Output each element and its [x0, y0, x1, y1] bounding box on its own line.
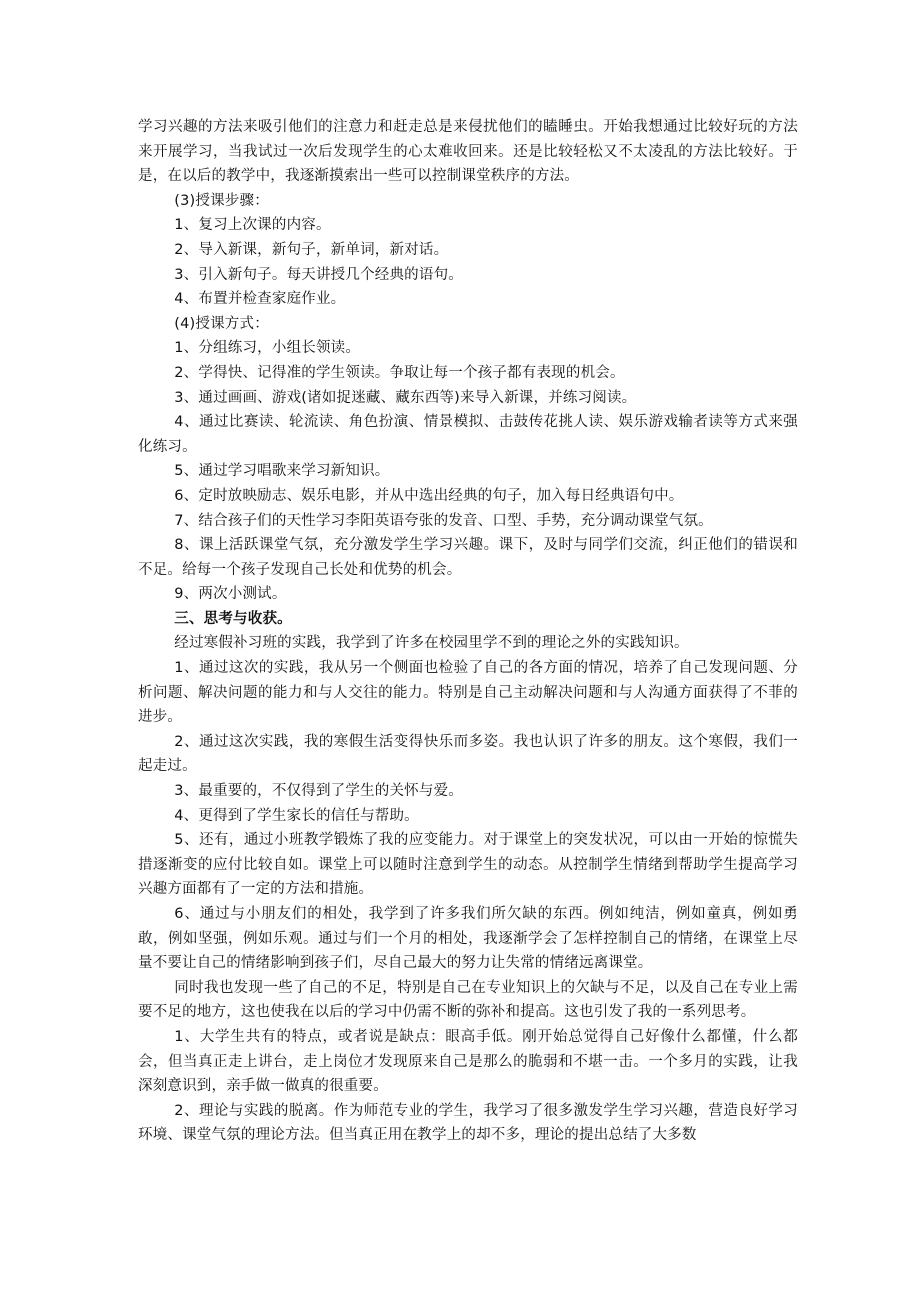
- paragraph: 3、最重要的，不仅得到了学生的关怀与爱。: [174, 783, 463, 800]
- paragraph: 6、通过与小朋友们的相处，我学到了许多我们所欠缺的东西。例如纯洁，例如童真，例如勇敢，例如坚强，例如乐观。通过与们一个月的相处，我逐渐学会了怎样控制自己的情绪，在课堂上尽量不要让自己的情绪影响到孩子们，尽自己最大的努力让失常的情绪远离课堂。: [138, 906, 798, 972]
- paragraph: 3、引入新句子。每天讲授几个经典的语句。: [174, 266, 463, 283]
- paragraph: 4、更得到了学生家长的信任与帮助。: [174, 807, 419, 824]
- document-body: [138, 115, 798, 1148]
- paragraph: 8、课上活跃课堂气氛，充分激发学生学习兴趣。课下，及时与同学们交流，纠正他们的错误和不足。给每一个孩子发现自己长处和优势的机会。: [138, 537, 798, 578]
- paragraph: 1、大学生共有的特点，或者说是缺点：眼高手低。刚开始总觉得自己好像什么都懂，什么都会，但当真正走上讲台，走上岗位才发现原来自己是那么的脆弱和不堪一击。一个多月的实践，让我深刻意识到，亲手做一做真的很重要。: [138, 1028, 798, 1095]
- paragraph: 学习兴趣的方法来吸引他们的注意力和赶走总是来侵扰他们的瞌睡虫。开始我想通过比较好玩的方法来开展学习，当我试过一次后发现学生的心太难收回来。还是比较轻松又不太凌乱的方法比较好。于是，在以后的教学中，我逐渐摸索出一些可以控制课堂秩序的方法。: [138, 119, 798, 185]
- paragraph: 2、学得快、记得准的学生领读。争取让每一个孩子都有表现的机会。: [174, 364, 625, 381]
- paragraph: 7、结合孩子们的天性学习李阳英语夸张的发音、口型、手势，充分调动课堂气氛。: [174, 512, 713, 529]
- paragraph: 4、布置并检查家庭作业。: [174, 291, 346, 308]
- paragraph: 1、通过这次的实践，我从另一个侧面也检验了自己的各方面的情况，培养了自己发现问题、分析问题、解决问题的能力和与人交往的能力。特别是自己主动解决问题和与人沟通方面获得了不菲的进步。: [138, 660, 798, 726]
- paragraph: 4、通过比赛读、轮流读、角色扮演、情景模拟、击鼓传花挑人读、娱乐游戏输者读等方式来强化练习。: [138, 414, 798, 455]
- paragraph: 3、通过画画、游戏(诸如捉迷藏、藏东西等)来导入新课，并练习阅读。: [174, 389, 637, 406]
- paragraph: 2、通过这次实践，我的寒假生活变得快乐而多姿。我也认识了许多的朋友。这个寒假，我们一起走过。: [138, 733, 798, 775]
- paragraph: (4)授课方式：: [174, 315, 269, 332]
- paragraph: 6、定时放映励志、娱乐电影，并从中选出经典的句子，加入每日经典语句中。: [174, 487, 684, 504]
- paragraph: 9、两次小测试。: [174, 586, 287, 603]
- paragraph: 5、通过学习唱歌来学习新知识。: [174, 463, 390, 480]
- paragraph: 2、导入新课，新句子，新单词，新对话。: [174, 241, 449, 258]
- paragraph: 1、分组练习，小组长领读。: [174, 340, 361, 357]
- section-heading: 三、思考与收获。: [174, 610, 292, 627]
- paragraph: (3)授课步骤：: [174, 192, 269, 209]
- paragraph: 同时我也发现一些了自己的不足，特别是自己在专业知识上的欠缺与不足，以及自己在专业上需要不足的地方，这也使我在以后的学习中仍需不断的弥补和提高。这也引发了我的一系列思考。: [138, 979, 798, 1021]
- paragraph: 1、复习上次课的内容。: [174, 217, 331, 234]
- paragraph: 5、还有，通过小班教学锻炼了我的应变能力。对于课堂上的突发状况，可以由一开始的惊慌失措逐渐变的应付比较自如。课堂上可以随时注意到学生的动态。从控制学生情绪到帮助学生提高学习兴趣方面都有了一定的方法和措施。: [138, 832, 798, 898]
- paragraph: 2、理论与实践的脱离。作为师范专业的学生，我学习了很多激发学生学习兴趣，营造良好学习环境、课堂气氛的理论方法。但当真正用在教学上的却不多，理论的提出总结了大多数: [138, 1102, 798, 1144]
- paragraph: 经过寒假补习班的实践，我学到了许多在校园里学不到的理论之外的实践知识。: [174, 635, 689, 652]
